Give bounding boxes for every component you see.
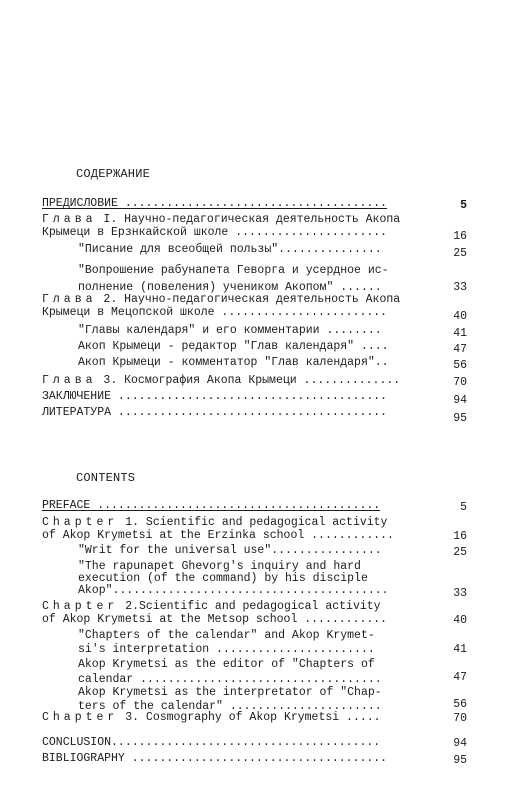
- en-entry-2-2: [78, 657, 382, 687]
- ru-entry-1-2-line-1: "Вопрошение рабунапета Геворга и усердное ис-: [78, 264, 389, 277]
- en-entry-1-2-page: 33: [453, 587, 467, 600]
- en-entry-2-1-line-2: si's interpretation .......................: [78, 643, 375, 656]
- en-heading: CONTENTS: [76, 471, 136, 485]
- en-entry-chapter-2: [42, 600, 387, 626]
- en-chapter-2-label: Chapter: [42, 600, 119, 613]
- ru-entry-1-2: [78, 262, 389, 296]
- ru-chapter-1-page: 16: [453, 230, 467, 243]
- en-chapter-3-page: 70: [453, 712, 467, 725]
- en-entry-2-1-page: 41: [453, 643, 467, 656]
- ru-chapter-1-title-cont: Крымеци в Ерзнкайской школе ......................: [42, 226, 388, 239]
- ru-entry-conclusion: [42, 390, 387, 403]
- en-chapter-2-title-cont: of Akop Krymetsi at the Metsop school ............: [42, 613, 388, 626]
- ru-entry-preface: [42, 197, 387, 210]
- en-entry-1-1: [78, 544, 382, 557]
- ru-entry-2-3-page: 56: [453, 359, 467, 372]
- ru-conclusion-page: 94: [453, 394, 467, 407]
- en-bibliography-text: BIBLIOGRAPHY .....................................: [42, 752, 388, 765]
- ru-chapter-2-title-cont: Крымеци в Мецопской школе ........................: [42, 306, 388, 319]
- ru-entry-chapter-3: [42, 374, 400, 387]
- ru-entry-1-1-page: 25: [453, 247, 467, 260]
- en-chapter-1-label: Chapter: [42, 516, 119, 529]
- en-bibliography-page: 95: [453, 754, 467, 767]
- en-preface-page: 5: [460, 501, 467, 514]
- ru-entry-2-2: [78, 340, 389, 353]
- en-chapter-1-title: 1. Scientific and pedagogical activity: [118, 516, 388, 529]
- en-entry-2-2-page: 47: [453, 671, 467, 684]
- ru-preface-text: ПРЕДИСЛОВИЕ ......................................: [42, 197, 388, 210]
- ru-bibliography-page: 95: [453, 412, 467, 425]
- en-entry-chapter-1: [42, 516, 394, 542]
- en-conclusion-page: 94: [453, 737, 467, 750]
- ru-entry-2-3-text: Акоп Крымеци - комментатор "Глав календаря"..: [78, 356, 389, 369]
- ru-entry-1-2-line-2: полнение (повеления) учеником Акопом" ......: [78, 281, 382, 294]
- ru-entry-chapter-1: [42, 213, 400, 239]
- en-entry-2-3-page: 56: [453, 698, 467, 711]
- en-entry-1-1-page: 25: [453, 546, 467, 559]
- ru-entry-2-2-page: 47: [453, 343, 467, 356]
- en-chapter-3-label: Chapter: [42, 711, 119, 724]
- ru-conclusion-text: ЗАКЛЮЧЕНИЕ .......................................: [42, 390, 388, 403]
- en-entry-1-2: [78, 561, 389, 597]
- en-entry-chapter-3: [42, 711, 381, 724]
- en-entry-2-3-line-1: Akop Krymetsi as the interpretator of "Chap-: [78, 686, 382, 699]
- en-entry-2-3-line-2: ters of the calendar" ......................: [78, 700, 382, 713]
- en-entry-2-1: [78, 629, 375, 657]
- ru-chapter-3-page: 70: [453, 376, 467, 389]
- en-entry-conclusion: [42, 736, 380, 749]
- en-entry-1-2-line-1: "The rapunapet Ghevorg's inquiry and hard: [78, 560, 361, 573]
- en-entry-1-1-text: "Writ for the universal use"................: [78, 544, 382, 557]
- ru-chapter-2-page: 40: [453, 310, 467, 323]
- ru-preface-page: 5: [460, 199, 467, 212]
- ru-chapter-3-label: Глава: [42, 374, 97, 387]
- en-conclusion-text: CONCLUSION.......................................: [42, 736, 381, 749]
- ru-chapter-1-title: I. Научно-педагогическая деятельность Акопа: [96, 213, 401, 226]
- ru-entry-2-1-page: 41: [453, 327, 467, 340]
- en-entry-2-2-line-2: calendar ...................................: [78, 673, 382, 686]
- ru-entry-2-2-text: Акоп Крымеци - редактор "Глав календаря" ....: [78, 340, 389, 353]
- ru-chapter-2-label: Глава: [42, 293, 97, 306]
- ru-entry-1-2-page: 33: [453, 281, 467, 294]
- en-preface-text: PREFACE .........................................: [42, 499, 381, 512]
- en-chapter-2-title: 2.Scientific and pedagogical activity: [118, 600, 381, 613]
- ru-entry-chapter-2: [42, 293, 400, 319]
- en-entry-1-2-line-2: execution (of the command) by his disciple: [78, 572, 368, 585]
- ru-entry-2-1: [78, 324, 382, 337]
- en-chapter-1-page: 16: [453, 530, 467, 543]
- ru-entry-1-1: [78, 243, 382, 256]
- en-entry-preface: [42, 499, 380, 512]
- ru-bibliography-text: ЛИТЕРАТУРА .......................................: [42, 406, 388, 419]
- en-entry-2-1-line-1: "Chapters of the calendar" and Akop Krymet-: [78, 629, 375, 642]
- en-entry-bibliography: [42, 752, 387, 765]
- en-entry-2-2-line-1: Akop Krymetsi as the editor of "Chapters of: [78, 658, 375, 671]
- ru-chapter-3-title: 3. Космография Акопа Крымеци ..............: [96, 374, 401, 387]
- en-chapter-3-title: 3. Cosmography of Akop Krymetsi .....: [118, 711, 381, 724]
- ru-chapter-2-title: 2. Научно-педагогическая деятельность Акопа: [96, 293, 401, 306]
- en-chapter-2-page: 40: [453, 614, 467, 627]
- en-chapter-1-title-cont: of Akop Krymetsi at the Erzinka school ............: [42, 529, 394, 542]
- ru-entry-bibliography: [42, 406, 387, 419]
- en-entry-2-3: [78, 686, 382, 714]
- ru-entry-2-1-text: "Главы календаря" и его комментарии ........: [78, 324, 382, 337]
- ru-entry-2-3: [78, 356, 389, 369]
- ru-heading: СОДЕРЖАНИЕ: [76, 167, 151, 181]
- ru-entry-1-1-text: "Писание для всеобщей пользы"...............: [78, 243, 382, 256]
- en-entry-1-2-line-3: Akop"........................................: [78, 584, 389, 597]
- ru-chapter-1-label: Глава: [42, 213, 97, 226]
